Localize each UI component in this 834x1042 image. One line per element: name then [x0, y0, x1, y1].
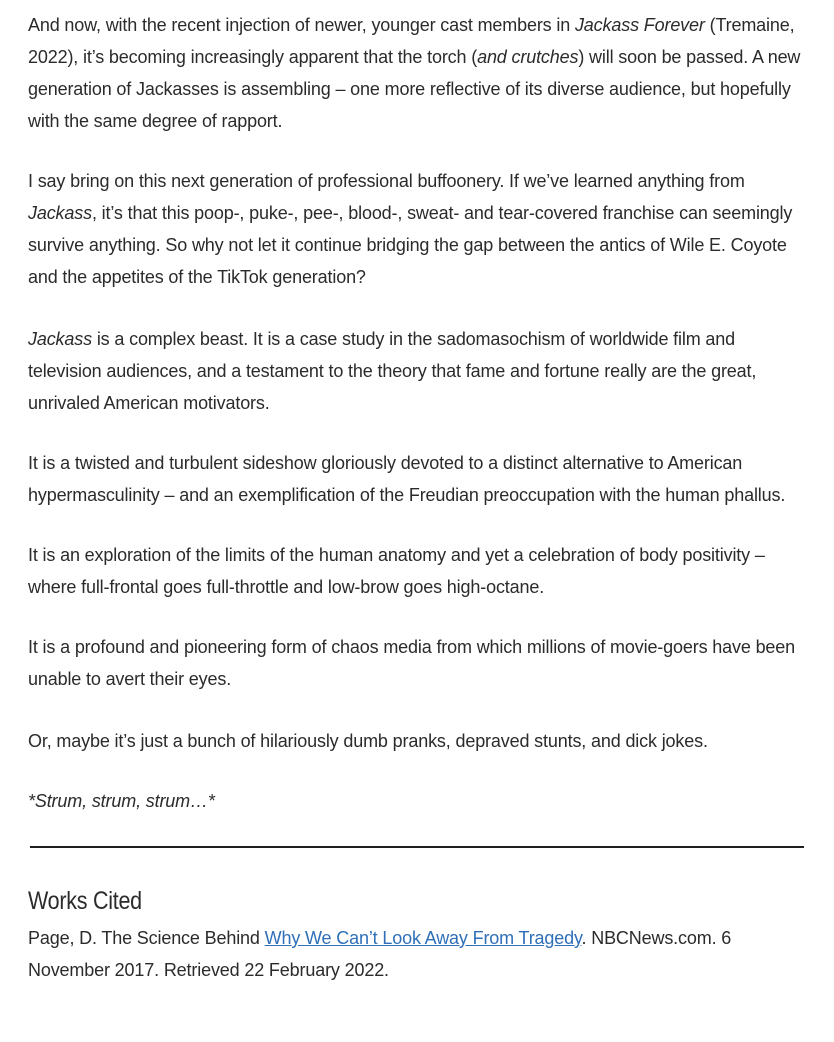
section-divider [30, 846, 804, 848]
paragraph-text: And now, with the recent injection of newer, younger cast members in [28, 15, 575, 35]
italic-phrase: and crutches [477, 47, 579, 67]
paragraph-chaos-media: It is a profound and pioneering form of chaos media from which millions of movie-goers have been unable to avert their eyes. [28, 637, 796, 689]
citation-entry [28, 922, 806, 986]
paragraph-next-generation [28, 165, 806, 293]
paragraph-text: (Tremaine, 2022), it’s becoming increasingly apparent that the torch ( [28, 15, 795, 67]
film-title-jackass-forever: Jackass Forever [574, 15, 705, 35]
citation-link[interactable]: Why We Can’t Look Away From Tragedy [264, 928, 582, 948]
paragraph-text: I say bring on this next generation of professional buffoonery. If we’ve learned anything from [28, 171, 745, 191]
works-cited-heading: Works Cited [28, 887, 142, 915]
citation-suffix: . NBCNews.com. 6 November 2017. Retrieved 22 February 2022. [28, 928, 732, 980]
paragraph-complex-beast [28, 323, 806, 419]
paragraph-torch [28, 9, 806, 137]
italic-strum: *Strum, strum, strum…* [28, 791, 215, 811]
paragraph-strum [28, 785, 806, 817]
title-jackass: Jackass [28, 329, 92, 349]
citation-prefix: Page, D. The Science Behind [28, 928, 265, 948]
paragraph-text: , it’s that this poop-, puke-, pee-, blood-, sweat- and tear-covered franchise can seemingly survive anything. So why not let it continue bridging the gap between the antics of Wile E. Coyote and the appetites of the TikTok generation? [28, 203, 793, 287]
title-jackass: Jackass [28, 203, 92, 223]
paragraph-anatomy: It is an exploration of the limits of the human anatomy and yet a celebration of body positivity – where full-frontal goes full-throttle and low-brow goes high-octane. [28, 545, 765, 597]
paragraph-sideshow: It is a twisted and turbulent sideshow gloriously devoted to a distinct alternative to American hypermasculinity – and an exemplification of the Freudian preoccupation with the human phallus. [28, 453, 786, 505]
paragraph-text: ) will soon be passed. A new generation of Jackasses is assembling – one more reflective of its diverse audience, but hopefully with the same degree of rapport. [28, 47, 801, 131]
paragraph-pranks: Or, maybe it’s just a bunch of hilariously dumb pranks, depraved stunts, and dick jokes. [28, 731, 708, 751]
paragraph-text: is a complex beast. It is a case study in the sadomasochism of worldwide film and television audiences, and a testament to the theory that fame and fortune really are the great, unrivaled American motivators. [28, 329, 757, 413]
